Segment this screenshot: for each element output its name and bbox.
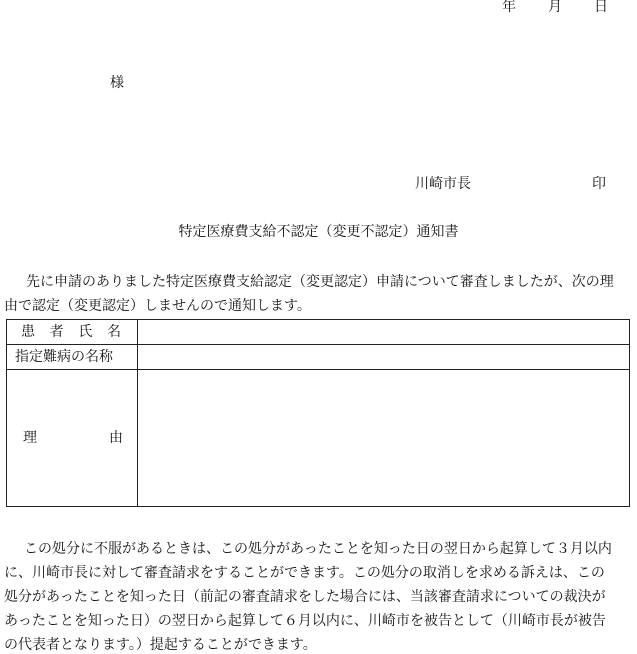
sender-name: 川崎市長 — [415, 176, 471, 192]
date-year-label: 年 — [502, 0, 516, 15]
reason-value-cell — [138, 370, 630, 507]
intro-text-line-2: 由で認定（変更認定）しませんので通知します。 — [4, 298, 311, 314]
addressee-honorific: 様 — [110, 75, 124, 91]
reason-label-char: 理 — [23, 430, 37, 446]
reason-label — [7, 431, 137, 445]
reason-label-cell — [7, 370, 138, 507]
seal-mark: 印 — [592, 176, 606, 192]
patient-name-value-cell — [138, 320, 630, 345]
appeal-notice-line-2: に、川崎市長に対して審査請求をすることができます。この処分の取消しを求める訴えは、この — [4, 565, 605, 581]
intro-text-line-1: 先に申請のありました特定医療費支給認定（変更認定）申請について審査しましたが、次の理 — [26, 274, 614, 290]
appeal-notice-line-3: 処分があったことを知った日（前記の審査請求をした場合には、当該審査請求についての裁決が — [4, 589, 606, 605]
date-day-label: 日 — [594, 0, 608, 15]
date-month-label: 月 — [548, 0, 562, 15]
patient-name-label — [7, 325, 137, 339]
appeal-notice-line-1: この処分に不服があるときは、この処分があったことを知った日の翌日から起算して３月以内 — [24, 541, 612, 557]
details-table — [6, 319, 630, 507]
disease-label — [7, 350, 137, 364]
document-title: 特定医療費支給不認定（変更不認定）通知書 — [178, 224, 459, 240]
patient-name-label-char: 患 — [21, 324, 35, 340]
patient-name-label-char: 者 — [49, 324, 64, 340]
appeal-notice-line-5: の代表者となります。）提起することができます。 — [4, 637, 317, 653]
table-row-disease-name — [7, 345, 630, 370]
patient-name-label-cell — [7, 320, 138, 345]
table-row-patient-name — [7, 320, 630, 345]
appeal-notice-line-4: あったことを知った日）の翌日から起算して６月以内に、川崎市を被告として（川崎市長が被告 — [4, 613, 606, 629]
patient-name-label-char: 名 — [106, 324, 121, 340]
disease-label-cell — [7, 345, 138, 370]
patient-name-label-char: 氏 — [78, 324, 93, 340]
disease-label-text: 指定難病の名称 — [15, 349, 113, 365]
table-row-reason — [7, 370, 630, 507]
disease-value-cell — [138, 345, 630, 370]
reason-label-char: 由 — [109, 430, 123, 446]
